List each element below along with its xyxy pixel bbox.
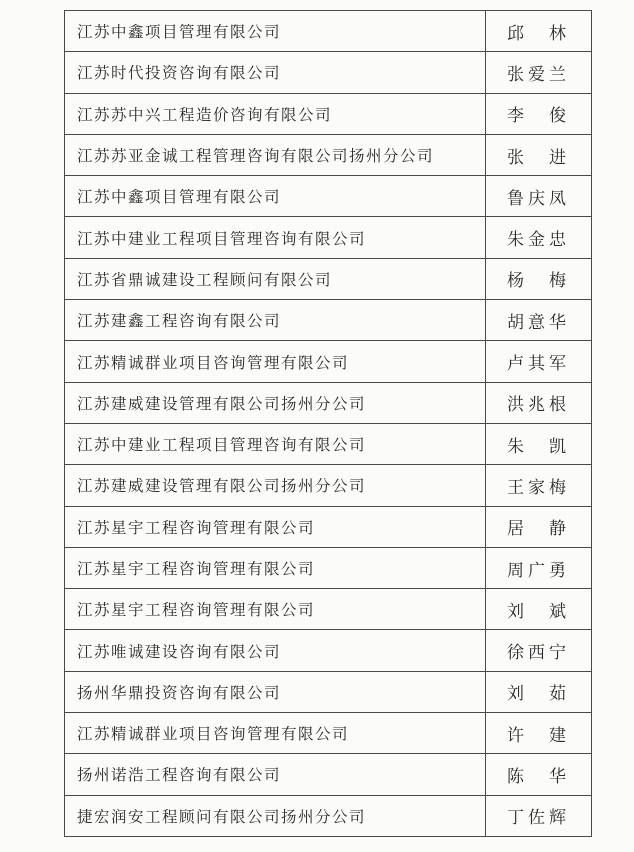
table-row <box>65 713 591 754</box>
person-name-cell: 王家梅 <box>507 477 570 498</box>
table-row <box>65 796 591 837</box>
company-cell: 江苏星宇工程咨询管理有限公司 <box>65 589 486 629</box>
table-row <box>65 754 591 795</box>
table-row <box>65 672 591 713</box>
company-cell: 江苏苏中兴工程造价咨询有限公司 <box>65 94 486 134</box>
company-cell: 江苏中鑫项目管理有限公司 <box>65 176 486 216</box>
company-cell: 捷宏润安工程顾问有限公司扬州分公司 <box>65 796 486 836</box>
company-cell: 江苏精诚群业项目咨询管理有限公司 <box>65 341 486 381</box>
table-row <box>65 589 591 630</box>
person-name-cell: 杨 梅 <box>507 271 570 292</box>
person-name-cell: 居 静 <box>507 519 570 540</box>
table-row <box>65 341 591 382</box>
table-row <box>65 11 591 52</box>
person-name-cell: 徐西宁 <box>507 643 570 664</box>
table-row <box>65 383 591 424</box>
person-name-cell: 刘 茹 <box>507 684 570 705</box>
company-cell: 江苏中鑫项目管理有限公司 <box>65 11 486 51</box>
person-name-cell: 朱金忠 <box>507 230 570 251</box>
company-cell: 江苏建鑫工程咨询有限公司 <box>65 300 486 340</box>
table-row <box>65 94 591 135</box>
person-name-cell: 朱 凯 <box>507 436 570 457</box>
table-row <box>65 135 591 176</box>
table-row <box>65 300 591 341</box>
table-row <box>65 630 591 671</box>
company-cell: 江苏中建业工程项目管理咨询有限公司 <box>65 424 486 464</box>
table-row <box>65 259 591 300</box>
table-row <box>65 548 591 589</box>
company-cell: 扬州华鼎投资咨询有限公司 <box>65 672 486 712</box>
company-cell: 江苏建威建设管理有限公司扬州分公司 <box>65 465 486 505</box>
person-name-cell: 洪兆根 <box>507 395 570 416</box>
person-name-cell: 许 建 <box>507 725 570 746</box>
person-name-cell: 陈 华 <box>507 766 570 787</box>
company-cell: 江苏精诚群业项目咨询管理有限公司 <box>65 713 486 753</box>
company-cell: 扬州诺浩工程咨询有限公司 <box>65 754 486 794</box>
company-cell: 江苏苏亚金诚工程管理咨询有限公司扬州分公司 <box>65 135 486 175</box>
person-name-cell: 周广勇 <box>507 560 570 581</box>
company-cell: 江苏时代投资咨询有限公司 <box>65 52 486 92</box>
company-cell: 江苏中建业工程项目管理咨询有限公司 <box>65 217 486 257</box>
person-name-cell: 鲁庆凤 <box>507 188 570 209</box>
table-row <box>65 507 591 548</box>
company-cell: 江苏省鼎诚建设工程顾问有限公司 <box>65 259 486 299</box>
table-row <box>65 424 591 465</box>
person-name-cell: 丁佐辉 <box>507 808 570 829</box>
company-cell: 江苏唯诚建设咨询有限公司 <box>65 630 486 670</box>
person-name-cell: 李 俊 <box>507 106 570 127</box>
person-name-cell: 胡意华 <box>507 312 570 333</box>
person-name-cell: 邱 林 <box>507 23 570 44</box>
table-row <box>65 176 591 217</box>
person-name-cell: 卢其军 <box>507 354 570 375</box>
personnel-table <box>64 10 592 837</box>
table-row <box>65 465 591 506</box>
company-cell: 江苏星宇工程咨询管理有限公司 <box>65 548 486 588</box>
company-cell: 江苏星宇工程咨询管理有限公司 <box>65 507 486 547</box>
table-row <box>65 52 591 93</box>
person-name-cell: 张 进 <box>507 147 570 168</box>
table-row <box>65 217 591 258</box>
company-cell: 江苏建威建设管理有限公司扬州分公司 <box>65 383 486 423</box>
person-name-cell: 刘 斌 <box>507 601 570 622</box>
person-name-cell: 张爱兰 <box>507 64 570 85</box>
